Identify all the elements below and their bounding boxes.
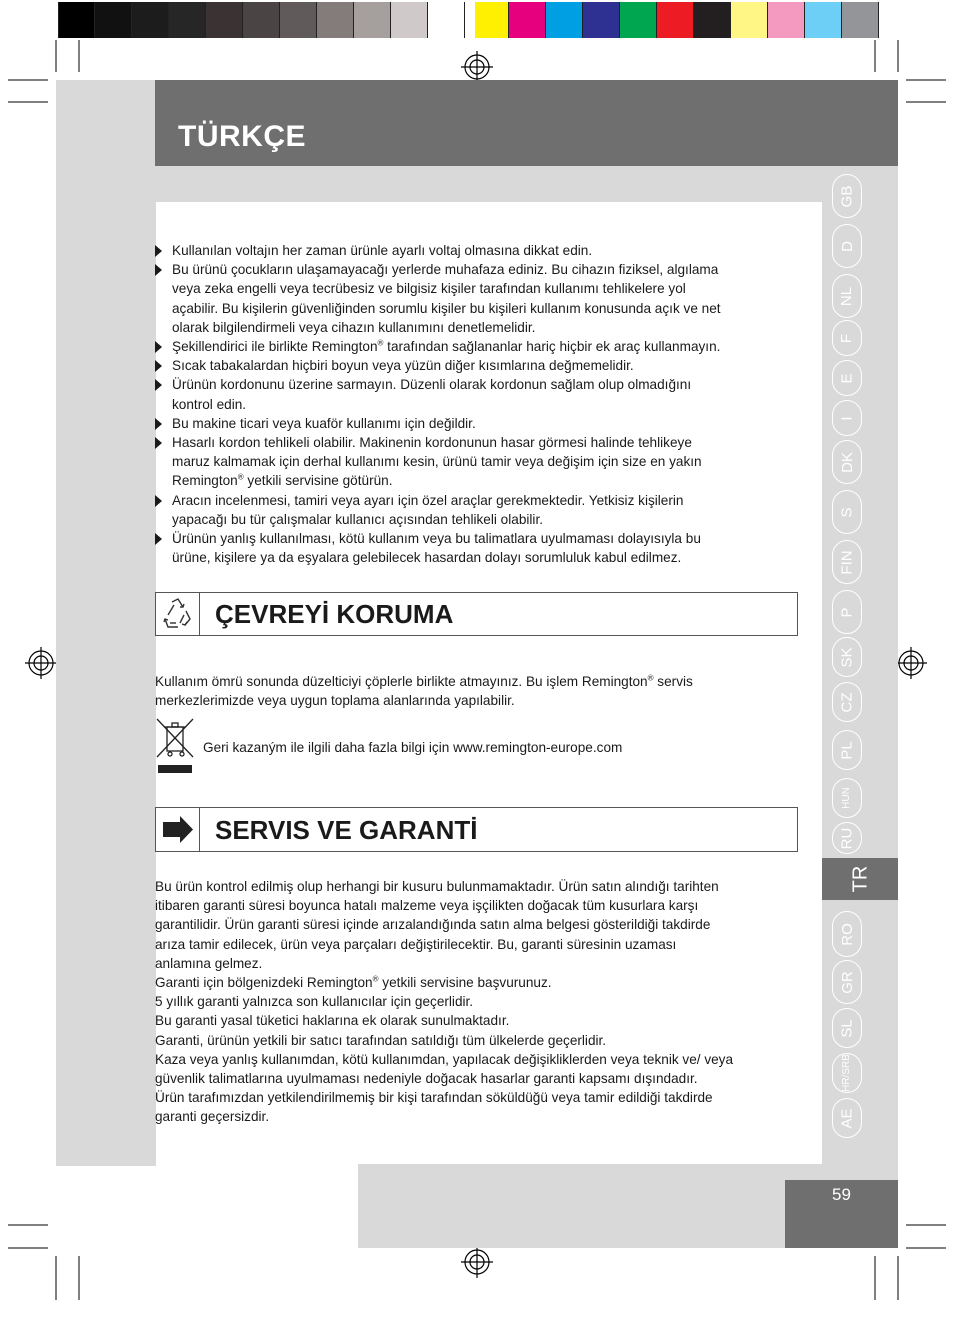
warranty-line bbox=[155, 896, 805, 915]
bullet-line bbox=[172, 529, 805, 548]
warranty-text: garanti geçersizdir. bbox=[155, 1109, 270, 1125]
warranty-line bbox=[155, 935, 805, 954]
language-tab-ro[interactable] bbox=[832, 911, 862, 957]
bullet-text: maruz kalmamak için derhal kullanımı kesin, ürünü tamir veya değişim için size en yakın bbox=[172, 454, 702, 470]
language-tab-label: S bbox=[838, 506, 856, 518]
bullet-text: kontrol edin. bbox=[172, 396, 247, 412]
bullet-arrow-icon bbox=[155, 495, 162, 507]
bullet-line bbox=[172, 375, 805, 394]
registered-mark: ® bbox=[372, 974, 379, 984]
warranty-line bbox=[155, 1088, 805, 1107]
recycle-icon bbox=[156, 593, 200, 635]
bullet-text: olarak bilgilendirmeli veya cihazın kullanımını denetlemelidir. bbox=[172, 319, 536, 335]
language-tabs bbox=[822, 170, 898, 1130]
bullet-text: Hasarlı kordon tehlikeli olabilir. Makinenin kordonunun hasar görmesi halinde tehlikeye bbox=[172, 435, 692, 451]
environment-line-2: merkezlerimizde veya uygun toplama alanlarında yapılabilir. bbox=[155, 693, 515, 709]
bullet-text: yetkili servisine götürün. bbox=[243, 473, 393, 489]
language-tab-label: GB bbox=[838, 185, 856, 207]
bullet-line bbox=[172, 395, 805, 414]
language-tab-p[interactable] bbox=[832, 590, 862, 634]
language-tab-dk[interactable] bbox=[832, 440, 862, 484]
language-tab-sl[interactable] bbox=[832, 1008, 862, 1048]
language-tab-label: P bbox=[838, 606, 856, 618]
language-tab-label: DK bbox=[838, 451, 856, 473]
bullet-line bbox=[172, 241, 805, 260]
warranty-line bbox=[155, 1011, 805, 1030]
language-tab-hun[interactable] bbox=[832, 778, 862, 818]
language-tab-hr-srb[interactable] bbox=[832, 1053, 862, 1093]
warranty-text: arıza tamir edilecek, ürün veya parçaları değiştirilecektir. Bu, garanti süresinin uzaması bbox=[155, 936, 677, 952]
bullet-arrow-icon bbox=[155, 245, 162, 257]
arrow-right-icon bbox=[156, 808, 200, 851]
warranty-text: Garanti, ürünün yetkili bir satıcı tarafından satıldığı tüm ülkelerde geçerlidir. bbox=[155, 1032, 607, 1048]
safety-bullet bbox=[155, 356, 805, 375]
bullet-text: veya zeka engelli veya tecrübesiz ve bilgisiz kişiler tarafından kullanımı tehlikelere yol bbox=[172, 281, 686, 297]
warranty-line bbox=[155, 954, 805, 973]
bullet-line bbox=[172, 433, 805, 452]
language-tab-label: SL bbox=[838, 1018, 856, 1038]
language-tab-label: NL bbox=[838, 286, 856, 306]
bullet-text: yapacağı bu tür çalışmalar kullanıcı açısından tehlikeli olabilir. bbox=[172, 511, 544, 527]
bullet-arrow-icon bbox=[155, 264, 162, 276]
language-tab-label: E bbox=[838, 372, 856, 384]
bullet-arrow-icon bbox=[155, 533, 162, 545]
warranty-text: Kaza veya yanlış kullanımdan, kötü kullanımdan, yapılacak değişikliklerden veya teknik ve/ veya bbox=[155, 1051, 734, 1067]
language-tab-label: I bbox=[838, 415, 856, 421]
language-tab-i[interactable] bbox=[832, 400, 862, 436]
language-tab-label: SK bbox=[838, 646, 856, 668]
safety-instructions-list bbox=[155, 241, 805, 567]
language-tab-fin[interactable] bbox=[832, 540, 862, 584]
warranty-text: Bu garanti yasal tüketici haklarına ek olarak sunulmaktadır. bbox=[155, 1013, 510, 1029]
safety-bullet bbox=[155, 260, 805, 337]
bullet-line bbox=[172, 299, 805, 318]
bullet-text: Kullanılan voltajın her zaman ürünle ayarlı voltaj olmasına dikkat edin. bbox=[172, 243, 593, 258]
warranty-text: Ürün tarafımızdan yetkilendirilmemiş bir kişi tarafından söküldüğü veya tamir edildiği takdirde bbox=[155, 1090, 713, 1106]
warranty-text: yetkili servisine başvurunuz. bbox=[378, 975, 552, 991]
bullet-arrow-icon bbox=[155, 418, 162, 430]
bullet-line bbox=[172, 510, 805, 529]
language-tab-label: RO bbox=[838, 922, 856, 946]
warranty-text: güvenlik talimatlarına uyulmaması nedeniyle doğacak hasarlar garanti kapsamı dışındadır. bbox=[155, 1071, 698, 1087]
language-tab-ru[interactable] bbox=[832, 822, 862, 854]
bullet-text: Aracın incelenmesi, tamiri veya ayarı için özel araçlar gerekmektedir. Yetkisiz kişilerin bbox=[172, 492, 684, 508]
bullet-text: Bu makine ticari veya kuaför kullanımı için değildir. bbox=[172, 415, 476, 431]
language-tab-label: HR/SRB bbox=[841, 1054, 853, 1092]
language-tab-nl[interactable] bbox=[832, 274, 862, 318]
language-tab-e[interactable] bbox=[832, 360, 862, 396]
bullet-line bbox=[172, 260, 805, 279]
safety-bullet bbox=[155, 414, 805, 433]
warranty-text: anlamına gelmez. bbox=[155, 955, 263, 971]
language-tab-pl[interactable] bbox=[832, 730, 862, 770]
language-tab-s[interactable] bbox=[832, 490, 862, 534]
bullet-text: açabilir. Bu kişilerin güvenliğinden sorumlu kişiler bu kişileri kullanım konusunda açık ve net bbox=[172, 300, 721, 316]
language-tab-f[interactable] bbox=[832, 320, 862, 356]
language-tab-tr[interactable] bbox=[822, 858, 898, 900]
warranty-text: Bu ürün kontrol edilmiş olup herhangi bir kusuru bulunmamaktadır. Ürün satın alındığı tarihten bbox=[155, 879, 719, 894]
bullet-text: Ürünün kordonunu üzerine sarmayın. Düzenli olarak kordonun sağlam olup olmadığını bbox=[172, 377, 692, 393]
warranty-line bbox=[155, 915, 805, 934]
safety-bullet bbox=[155, 375, 805, 413]
language-tab-label: D bbox=[838, 240, 856, 252]
warranty-line bbox=[155, 1031, 805, 1050]
page-frame-left bbox=[56, 80, 156, 1166]
warranty-text bbox=[155, 877, 805, 1127]
language-tab-label: HUN bbox=[840, 787, 852, 809]
safety-bullet bbox=[155, 529, 805, 567]
bullet-text: Ürünün yanlış kullanılması, kötü kullanım veya bu talimatlara uyulmaması dolayısıyla bu bbox=[172, 531, 701, 547]
language-tab-label: PL bbox=[838, 740, 856, 760]
warranty-line bbox=[155, 973, 805, 992]
bullet-arrow-icon bbox=[155, 437, 162, 449]
warranty-line bbox=[155, 1050, 805, 1069]
safety-bullet bbox=[155, 337, 805, 356]
language-tab-ae[interactable] bbox=[832, 1098, 862, 1138]
bullet-text: Sıcak tabakalardan hiçbiri boyun veya yüzün diğer kısımlarına değmemelidir. bbox=[172, 358, 634, 374]
language-tab-gb[interactable] bbox=[832, 174, 862, 218]
bullet-line bbox=[172, 318, 805, 337]
bullet-arrow-icon bbox=[155, 379, 162, 391]
warranty-text: Garanti için bölgenizdeki Remington bbox=[155, 975, 373, 991]
language-tab-label: CZ bbox=[838, 692, 856, 712]
warranty-text: 5 yıllık garanti yalnızca son kullanıcılar için geçerlidir. bbox=[155, 994, 474, 1010]
warranty-line bbox=[155, 877, 805, 896]
safety-bullet bbox=[155, 241, 805, 260]
language-tab-label: F bbox=[838, 333, 856, 343]
bullet-text: Şekillendirici ile birlikte Remington bbox=[172, 339, 378, 355]
warranty-text: itibaren garanti süresi boyunca hatalı malzeme veya işçilikten doğacak tüm kusurlara karşı bbox=[155, 898, 699, 914]
bullet-text: tarafından sağlananlar hariç hiçbir ek araç kullanmayın. bbox=[383, 339, 721, 355]
language-tab-label: GR bbox=[838, 970, 856, 994]
bullet-arrow-icon bbox=[155, 341, 162, 353]
page-number: 59 bbox=[832, 1185, 851, 1204]
bullet-line bbox=[172, 279, 805, 298]
safety-bullet bbox=[155, 433, 805, 491]
bullet-line bbox=[172, 471, 805, 490]
warranty-text: garantilidir. Ürün garanti süresi içinde arızalandığında satın alma belgesi gösterildiği takdirde bbox=[155, 917, 711, 933]
safety-bullet bbox=[155, 491, 805, 529]
warranty-line bbox=[155, 992, 805, 1011]
language-tab-label: FIN bbox=[838, 549, 856, 575]
warranty-section-header bbox=[155, 807, 798, 852]
language-tab-d[interactable] bbox=[832, 224, 862, 268]
page-title: TÜRKÇE bbox=[178, 120, 306, 153]
warranty-title: SERVIS VE GARANTİ bbox=[215, 815, 478, 845]
warranty-line bbox=[155, 1069, 805, 1088]
bullet-line bbox=[172, 356, 805, 375]
bullet-line bbox=[172, 337, 805, 356]
language-tab-label: AE bbox=[838, 1107, 856, 1129]
environment-title: ÇEVREYİ KORUMA bbox=[215, 599, 454, 629]
bullet-line bbox=[172, 548, 805, 567]
bullet-line bbox=[172, 452, 805, 471]
language-tab-sk[interactable] bbox=[832, 637, 862, 677]
recycling-note: Geri kazaným ile ilgili daha fazla bilgi için www.remington-europe.com bbox=[203, 740, 623, 755]
bullet-line bbox=[172, 491, 805, 510]
bullet-text: ürüne, kişilere ya da eşyalara gelebilecek hasardan dolayı sorumluluk kabul edilmez. bbox=[172, 550, 682, 566]
bullet-text: Bu ürünü çocukların ulaşamayacağı yerlerde muhafaza ediniz. Bu cihazın fiziksel, algılama bbox=[172, 262, 719, 278]
language-tab-label: RU bbox=[838, 827, 856, 849]
warranty-line bbox=[155, 1107, 805, 1126]
registered-mark: ® bbox=[377, 338, 384, 348]
bullet-text: Remington bbox=[172, 473, 238, 489]
environment-text bbox=[155, 672, 805, 710]
environment-line-1: Kullanım ömrü sonunda düzelticiyi çöplerle birlikte atmayınız. Bu işlem Remington® servis bbox=[155, 673, 693, 689]
language-tab-label: TR bbox=[848, 865, 871, 893]
language-tab-cz[interactable] bbox=[832, 682, 862, 722]
bullet-line bbox=[172, 414, 805, 433]
bullet-arrow-icon bbox=[155, 360, 162, 372]
environment-section-header bbox=[155, 592, 798, 636]
language-tab-gr[interactable] bbox=[832, 960, 862, 1004]
crossed-bin-icon bbox=[155, 717, 197, 775]
registered-mark: ® bbox=[237, 472, 244, 482]
